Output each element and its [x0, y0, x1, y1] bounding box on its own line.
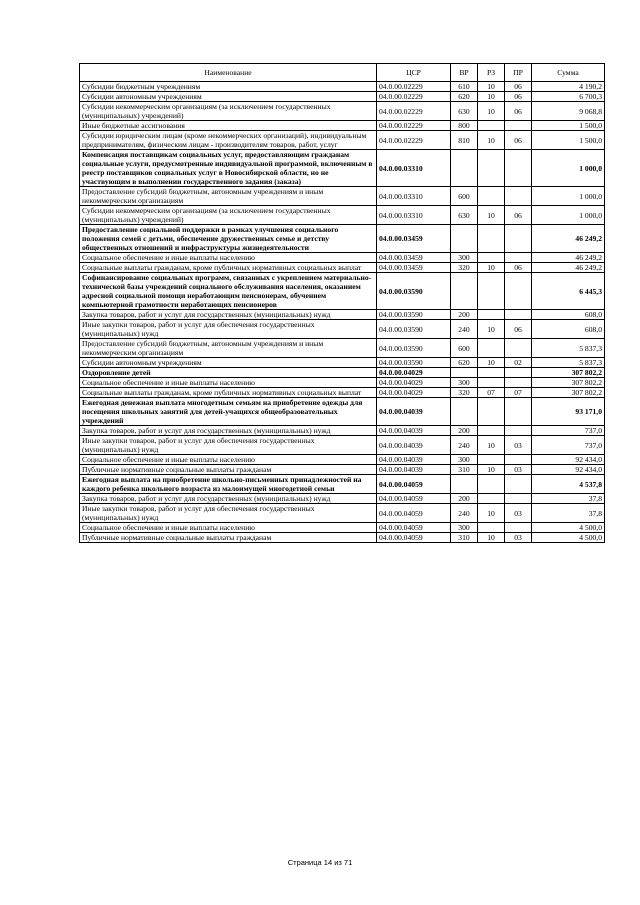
- cell-csr: 04.0.00.04059: [377, 533, 451, 543]
- table-row: [80, 388, 605, 398]
- cell-rz: [478, 225, 505, 253]
- cell-vr: 300: [451, 455, 478, 465]
- cell-sum: 6 445,3: [532, 273, 605, 310]
- cell-csr: 04.0.00.04059: [377, 494, 451, 504]
- cell-rz: 10: [478, 504, 505, 523]
- cell-name: Социальное обеспечение и иные выплаты населению: [80, 523, 377, 533]
- cell-pr: 03: [505, 504, 532, 523]
- cell-rz: [478, 378, 505, 388]
- cell-name: Субсидии бюджетным учреждениям: [80, 82, 377, 92]
- cell-rz: [478, 121, 505, 131]
- cell-vr: 320: [451, 388, 478, 398]
- cell-sum: 1 000,0: [532, 187, 605, 206]
- cell-name: Предоставление субсидий бюджетным, автономным учреждениям и иным некоммерческим организациям: [80, 339, 377, 358]
- cell-vr: 240: [451, 320, 478, 339]
- budget-table: [79, 63, 605, 543]
- cell-vr: 810: [451, 131, 478, 150]
- cell-sum: 5 837,3: [532, 339, 605, 358]
- cell-name: Социальные выплаты гражданам, кроме публичных нормативных социальных выплат: [80, 263, 377, 273]
- cell-csr: 04.0.00.03459: [377, 225, 451, 253]
- cell-sum: 4 537,8: [532, 475, 605, 494]
- cell-pr: [505, 225, 532, 253]
- cell-name: Закупка товаров, работ и услуг для государственных (муниципальных) нужд: [80, 310, 377, 320]
- table-row: [80, 206, 605, 225]
- header-vr: ВР: [451, 64, 478, 82]
- cell-sum: 1 000,0: [532, 150, 605, 187]
- table-row: [80, 368, 605, 378]
- cell-csr: 04.0.00.04039: [377, 398, 451, 426]
- table-row: [80, 504, 605, 523]
- cell-pr: [505, 494, 532, 504]
- cell-pr: 02: [505, 358, 532, 368]
- cell-sum: 307 802,2: [532, 378, 605, 388]
- cell-csr: 04.0.00.04039: [377, 436, 451, 455]
- cell-name: Субсидии автономным учреждениям: [80, 92, 377, 102]
- page-number: Страница 14 из 71: [287, 858, 353, 867]
- cell-csr: 04.0.00.03590: [377, 273, 451, 310]
- cell-sum: 92 434,0: [532, 455, 605, 465]
- cell-name: Ежегодная денежная выплата многодетным семьям на приобретение одежды для посещения школьных занятий для детей-учащихся общеобразовательных учреждений: [80, 398, 377, 426]
- table-row: [80, 378, 605, 388]
- cell-sum: 5 837,3: [532, 358, 605, 368]
- cell-sum: 1 000,0: [532, 206, 605, 225]
- cell-rz: [478, 187, 505, 206]
- cell-name: Социальные выплаты гражданам, кроме публичных нормативных социальных выплат: [80, 388, 377, 398]
- cell-vr: 300: [451, 523, 478, 533]
- cell-csr: 04.0.00.03590: [377, 339, 451, 358]
- cell-csr: 04.0.00.04029: [377, 368, 451, 378]
- cell-sum: 4 500,0: [532, 533, 605, 543]
- table-row: [80, 436, 605, 455]
- cell-pr: 06: [505, 82, 532, 92]
- table-row: [80, 310, 605, 320]
- cell-csr: 04.0.00.02229: [377, 82, 451, 92]
- cell-vr: 300: [451, 253, 478, 263]
- cell-rz: [478, 494, 505, 504]
- cell-rz: 10: [478, 436, 505, 455]
- cell-rz: 10: [478, 82, 505, 92]
- cell-rz: 10: [478, 131, 505, 150]
- cell-pr: [505, 398, 532, 426]
- cell-name: Закупка товаров, работ и услуг для государственных (муниципальных) нужд: [80, 494, 377, 504]
- cell-pr: 06: [505, 263, 532, 273]
- header-pr: ПР: [505, 64, 532, 82]
- table-row: [80, 102, 605, 121]
- cell-name: Иные закупки товаров, работ и услуг для обеспечения государственных (муниципальных) нужд: [80, 504, 377, 523]
- cell-pr: 03: [505, 436, 532, 455]
- cell-vr: 800: [451, 121, 478, 131]
- cell-name: Социальное обеспечение и иные выплаты населению: [80, 378, 377, 388]
- cell-sum: 737,0: [532, 426, 605, 436]
- cell-sum: 46 249,2: [532, 263, 605, 273]
- cell-sum: 737,0: [532, 436, 605, 455]
- cell-csr: 04.0.00.03590: [377, 358, 451, 368]
- cell-sum: 307 802,2: [532, 388, 605, 398]
- cell-csr: 04.0.00.04059: [377, 523, 451, 533]
- cell-pr: [505, 150, 532, 187]
- table-row: [80, 533, 605, 543]
- table-row: [80, 131, 605, 150]
- table-row: [80, 358, 605, 368]
- cell-name: Предоставление субсидий бюджетным, автономным учреждениям и иным некоммерческим организациям: [80, 187, 377, 206]
- cell-sum: 46 249,2: [532, 253, 605, 263]
- cell-vr: 300: [451, 378, 478, 388]
- table-row: [80, 398, 605, 426]
- cell-name: Иные закупки товаров, работ и услуг для обеспечения государственных (муниципальных) нужд: [80, 320, 377, 339]
- cell-vr: 200: [451, 426, 478, 436]
- cell-vr: 240: [451, 436, 478, 455]
- table-body: [80, 82, 605, 543]
- table-row: [80, 320, 605, 339]
- cell-sum: 6 700,3: [532, 92, 605, 102]
- cell-rz: 10: [478, 102, 505, 121]
- cell-csr: 04.0.00.02229: [377, 121, 451, 131]
- cell-rz: [478, 398, 505, 426]
- cell-pr: [505, 339, 532, 358]
- cell-name: Иные бюджетные ассигнования: [80, 121, 377, 131]
- cell-vr: 630: [451, 206, 478, 225]
- table-row: [80, 92, 605, 102]
- cell-name: Ежегодная выплата на приобретение школьно-письменных принадлежностей на каждого ребенка школьного возраста из малоимущей многодетной семьи: [80, 475, 377, 494]
- cell-sum: 608,0: [532, 320, 605, 339]
- cell-rz: 10: [478, 465, 505, 475]
- cell-vr: [451, 398, 478, 426]
- cell-sum: 46 249,2: [532, 225, 605, 253]
- table-row: [80, 263, 605, 273]
- cell-vr: 310: [451, 533, 478, 543]
- cell-pr: 07: [505, 388, 532, 398]
- cell-name: Софинансирование социальных программ, связанных с укреплением материально-технической базы учреждений социального обслуживания населения, оказанием адресной социальной помощи неработающим пенсионерам, обучением компьютерной грамотности неработающих пенсионеров: [80, 273, 377, 310]
- cell-csr: 04.0.00.02229: [377, 131, 451, 150]
- table-row: [80, 187, 605, 206]
- cell-pr: [505, 121, 532, 131]
- cell-rz: [478, 455, 505, 465]
- cell-csr: 04.0.00.03310: [377, 187, 451, 206]
- cell-csr: 04.0.00.03590: [377, 320, 451, 339]
- table-row: [80, 494, 605, 504]
- cell-pr: [505, 378, 532, 388]
- cell-csr: 04.0.00.04039: [377, 465, 451, 475]
- cell-name: Публичные нормативные социальные выплаты гражданам: [80, 533, 377, 543]
- cell-name: Публичные нормативные социальные выплаты гражданам: [80, 465, 377, 475]
- header-csr: ЦСР: [377, 64, 451, 82]
- table-row: [80, 465, 605, 475]
- cell-pr: [505, 273, 532, 310]
- table-row: [80, 273, 605, 310]
- cell-sum: 9 068,8: [532, 102, 605, 121]
- cell-sum: 4 190,2: [532, 82, 605, 92]
- cell-sum: 4 500,0: [532, 523, 605, 533]
- cell-vr: 600: [451, 339, 478, 358]
- cell-name: Субсидии юридическим лицам (кроме некоммерческих организаций), индивидуальным предпринимателям, физическим лицам - производителям товаров, работ, услуг: [80, 131, 377, 150]
- table-row: [80, 426, 605, 436]
- cell-csr: 04.0.00.04029: [377, 378, 451, 388]
- cell-pr: 06: [505, 102, 532, 121]
- cell-csr: 04.0.00.04039: [377, 455, 451, 465]
- cell-rz: [478, 475, 505, 494]
- cell-csr: 04.0.00.03310: [377, 206, 451, 225]
- cell-csr: 04.0.00.04059: [377, 475, 451, 494]
- cell-sum: 1 500,0: [532, 121, 605, 131]
- cell-vr: [451, 475, 478, 494]
- table-row: [80, 121, 605, 131]
- cell-name: Субсидии некоммерческим организациям (за исключением государственных (муниципальных) учреждений): [80, 206, 377, 225]
- cell-pr: 06: [505, 320, 532, 339]
- table-row: [80, 475, 605, 494]
- cell-rz: [478, 523, 505, 533]
- cell-pr: [505, 253, 532, 263]
- cell-csr: 04.0.00.03310: [377, 150, 451, 187]
- cell-vr: 610: [451, 82, 478, 92]
- cell-pr: [505, 310, 532, 320]
- cell-name: Компенсация поставщикам социальных услуг, предоставляющим гражданам социальные услуги, предусмотренные индивидуальной программой, включенным в реестр поставщиков социальных услуг в Новосибирской области, но не участвующим в выполнении государственного задания (заказа): [80, 150, 377, 187]
- cell-sum: 93 171,0: [532, 398, 605, 426]
- cell-sum: 1 500,0: [532, 131, 605, 150]
- cell-rz: [478, 273, 505, 310]
- cell-pr: [505, 455, 532, 465]
- cell-vr: [451, 225, 478, 253]
- cell-csr: 04.0.00.03459: [377, 253, 451, 263]
- cell-rz: [478, 310, 505, 320]
- cell-name: Предоставление социальной поддержки в рамках улучшения социального положения семей с детьми, обеспечение дружественных семье и детству общественных отношений и инфраструктуры жизнедеятельности: [80, 225, 377, 253]
- cell-vr: 310: [451, 465, 478, 475]
- cell-csr: 04.0.00.02229: [377, 92, 451, 102]
- cell-pr: [505, 187, 532, 206]
- table-row: [80, 225, 605, 253]
- cell-name: Субсидии некоммерческим организациям (за исключением государственных (муниципальных) учреждений): [80, 102, 377, 121]
- cell-pr: 06: [505, 206, 532, 225]
- cell-csr: 04.0.00.02229: [377, 102, 451, 121]
- cell-pr: 06: [505, 92, 532, 102]
- cell-rz: 10: [478, 533, 505, 543]
- cell-rz: 07: [478, 388, 505, 398]
- cell-name: Социальное обеспечение и иные выплаты населению: [80, 253, 377, 263]
- header-rz: РЗ: [478, 64, 505, 82]
- cell-rz: 10: [478, 206, 505, 225]
- cell-pr: [505, 475, 532, 494]
- cell-pr: [505, 368, 532, 378]
- cell-rz: [478, 368, 505, 378]
- cell-csr: 04.0.00.04039: [377, 426, 451, 436]
- cell-sum: 37,8: [532, 494, 605, 504]
- cell-rz: 10: [478, 358, 505, 368]
- cell-sum: 37,8: [532, 504, 605, 523]
- cell-vr: 620: [451, 358, 478, 368]
- table-row: [80, 339, 605, 358]
- table-row: [80, 455, 605, 465]
- cell-csr: 04.0.00.04059: [377, 504, 451, 523]
- cell-name: Иные закупки товаров, работ и услуг для обеспечения государственных (муниципальных) нужд: [80, 436, 377, 455]
- cell-csr: 04.0.00.04029: [377, 388, 451, 398]
- table-row: [80, 150, 605, 187]
- cell-pr: [505, 523, 532, 533]
- cell-rz: 10: [478, 263, 505, 273]
- cell-name: Социальное обеспечение и иные выплаты населению: [80, 455, 377, 465]
- cell-pr: 03: [505, 465, 532, 475]
- cell-csr: 04.0.00.03459: [377, 263, 451, 273]
- table-row: [80, 82, 605, 92]
- table-row: [80, 523, 605, 533]
- cell-sum: 92 434,0: [532, 465, 605, 475]
- cell-pr: 06: [505, 131, 532, 150]
- header-sum: Сумма: [532, 64, 605, 82]
- cell-vr: 200: [451, 494, 478, 504]
- cell-rz: [478, 253, 505, 263]
- table-row: [80, 253, 605, 263]
- cell-rz: 10: [478, 320, 505, 339]
- table-header-row: [80, 64, 605, 82]
- cell-rz: [478, 339, 505, 358]
- cell-pr: 03: [505, 533, 532, 543]
- cell-vr: [451, 150, 478, 187]
- cell-vr: [451, 368, 478, 378]
- cell-vr: 620: [451, 92, 478, 102]
- cell-rz: [478, 150, 505, 187]
- cell-vr: 320: [451, 263, 478, 273]
- cell-rz: 10: [478, 92, 505, 102]
- cell-vr: [451, 273, 478, 310]
- cell-rz: [478, 426, 505, 436]
- cell-vr: 200: [451, 310, 478, 320]
- cell-name: Субсидии автономным учреждениям: [80, 358, 377, 368]
- cell-vr: 240: [451, 504, 478, 523]
- cell-name: Закупка товаров, работ и услуг для государственных (муниципальных) нужд: [80, 426, 377, 436]
- cell-vr: 600: [451, 187, 478, 206]
- cell-vr: 630: [451, 102, 478, 121]
- cell-sum: 307 802,2: [532, 368, 605, 378]
- cell-sum: 608,0: [532, 310, 605, 320]
- cell-csr: 04.0.00.03590: [377, 310, 451, 320]
- header-name: Наименование: [80, 64, 377, 82]
- cell-name: Оздоровление детей: [80, 368, 377, 378]
- cell-pr: [505, 426, 532, 436]
